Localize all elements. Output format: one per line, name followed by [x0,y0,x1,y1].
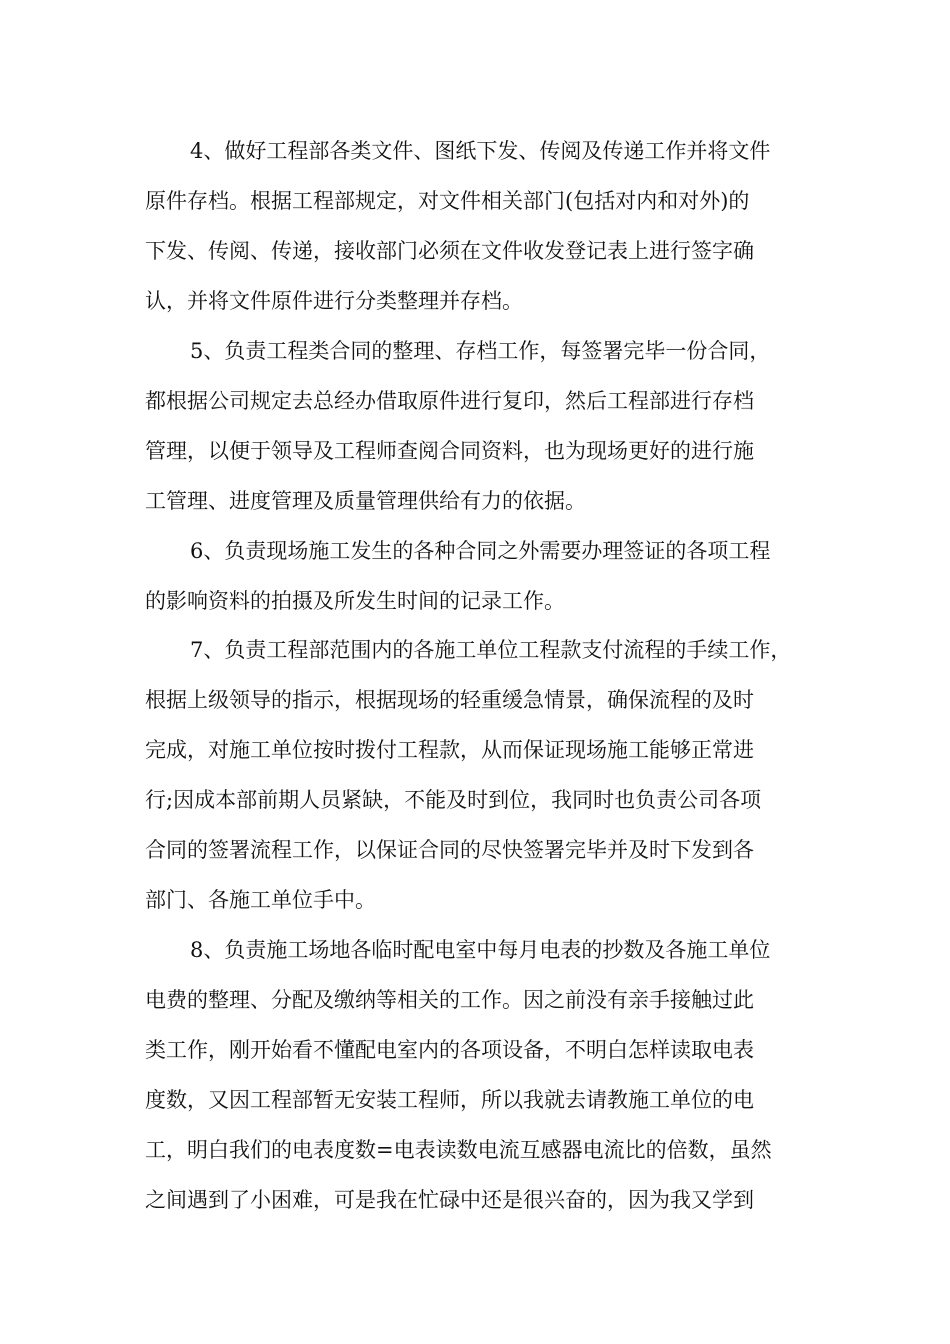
paragraph-4-line-4: 认，并将文件原件进行分类整理并存档。 [145,289,523,313]
paragraph-5-line-2: 都根据公司规定去总经办借取原件进行复印，然后工程部进行存档 [145,389,754,413]
paragraph-8-line-1: 8、负责施工场地各临时配电室中每月电表的抄数及各施工单位 [190,938,771,962]
paragraph-7-line-6: 部门、各施工单位手中。 [145,888,376,912]
paragraph-5-line-3: 管理，以便于领导及工程师查阅合同资料，也为现场更好的进行施 [145,439,754,463]
paragraph-7-line-5: 合同的签署流程工作，以保证合同的尽快签署完毕并及时下发到各 [145,838,754,862]
paragraph-8-line-2: 电费的整理、分配及缴纳等相关的工作。因之前没有亲手接触过此 [145,988,754,1012]
paragraph-6-line-2: 的影响资料的拍摄及所发生时间的记录工作。 [145,589,565,613]
paragraph-4-line-3: 下发、传阅、传递，接收部门必须在文件收发登记表上进行签字确 [145,239,754,263]
paragraph-5-line-1: 5、负责工程类合同的整理、存档工作，每签署完毕一份合同， [190,339,771,363]
paragraph-7-line-4: 行;因成本部前期人员紧缺，不能及时到位，我同时也负责公司各项 [145,788,762,812]
paragraph-4-line-1: 4、做好工程部各类文件、图纸下发、传阅及传递工作并将文件 [190,139,771,163]
paragraph-5-line-4: 工管理、进度管理及质量管理供给有力的依据。 [145,489,586,513]
paragraph-8-line-6: 之间遇到了小困难，可是我在忙碌中还是很兴奋的，因为我又学到 [145,1188,754,1212]
paragraph-4-line-2: 原件存档。根据工程部规定，对文件相关部门(包括对内和对外)的 [145,189,750,213]
paragraph-6-line-1: 6、负责现场施工发生的各种合同之外需要办理签证的各项工程 [190,539,771,563]
paragraph-8-line-4: 度数，又因工程部暂无安装工程师，所以我就去请教施工单位的电 [145,1088,754,1112]
paragraph-7-line-3: 完成，对施工单位按时拨付工程款，从而保证现场施工能够正常进 [145,738,754,762]
paragraph-8-line-3: 类工作，刚开始看不懂配电室内的各项设备，不明白怎样读取电表 [145,1038,754,1062]
paragraph-7-line-1: 7、负责工程部范围内的各施工单位工程款支付流程的手续工作， [190,638,792,662]
paragraph-7-line-2: 根据上级领导的指示，根据现场的轻重缓急情景，确保流程的及时 [145,688,754,712]
paragraph-8-line-5: 工，明白我们的电表度数=电表读数电流互感器电流比的倍数，虽然 [145,1138,772,1162]
